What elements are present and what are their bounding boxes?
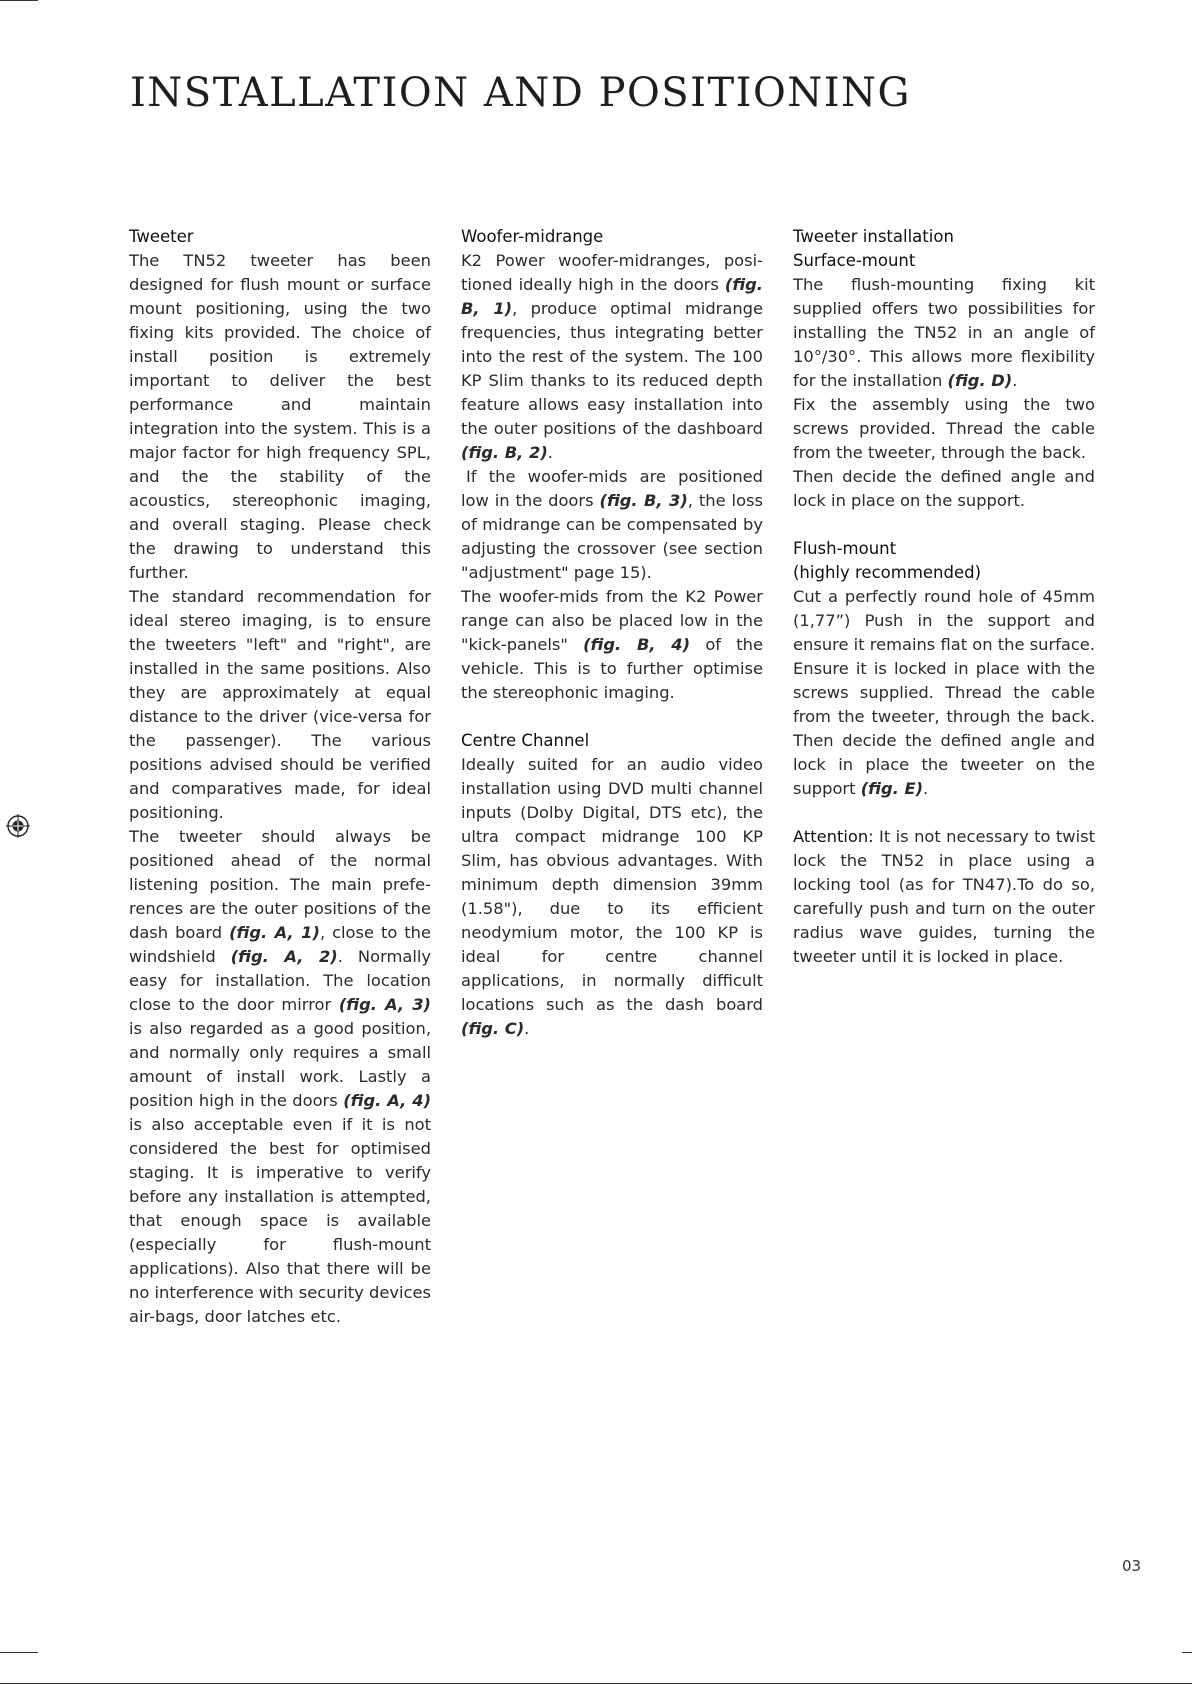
- text-run: K2 Power woofer-midranges, posi-tioned ideally high in the doors: [461, 251, 763, 294]
- text-run: is also acceptable even if it is not considered the best for optimised staging. It is imperative to verify before any installation is attempted, that enough space is available (especially for flush-mount applications). Also that there will be no interference with security devices air-bags, door latches etc.: [129, 1115, 431, 1326]
- text-run: .: [923, 779, 929, 798]
- text-run: If the woofer-mids are positioned low in the doors: [461, 467, 763, 510]
- text-run: .: [1012, 371, 1018, 390]
- surface-mount-paragraph-1: [793, 273, 1095, 393]
- subheading-surface-mount: Surface-mount: [793, 251, 916, 270]
- text-run: , close to the windshield: [129, 923, 432, 966]
- text-run: The tweeter should always be positioned ahead of the normal listening position. The main prefe-rences are the outer positions of the dash board: [129, 827, 431, 942]
- woofer-paragraph-3: [461, 585, 763, 705]
- tweeter-paragraph-2: The standard recommendation for ideal stereo imaging, is to ensure the tweeters "left" and "right", are installed in the same positions. Also they are approximately at equal distance to the driver (vice-versa for the passenger). The various positions advised should be verified and comparatives made, for ideal positioning.: [129, 587, 431, 822]
- figure-reference: (fig. A, 3): [338, 995, 432, 1014]
- crop-mark-bottom-left: [0, 1652, 38, 1653]
- text-run: is also regarded as a good position, and normally only requires a small amount of install work. Lastly a position high in the doors: [129, 1019, 431, 1110]
- text-run: of the vehicle. This is to further optimise the stereophonic imaging.: [461, 635, 764, 702]
- text-run: , the loss of midrange can be compensated by adjusting the crossover (see section "adjustment" page 15).: [461, 491, 763, 582]
- section-heading-tweeter: Tweeter: [129, 227, 194, 246]
- section-heading-tweeter-installation: Tweeter installation: [793, 227, 954, 246]
- surface-mount-paragraph-3: Then decide the defined angle and lock in place on the support.: [793, 467, 1095, 510]
- page-bottom-rule: [0, 1683, 1192, 1684]
- text-run: Cut a perfectly round hole of 45mm (1,77”) Push in the support and ensure it remains flat on the surface. Ensure it is locked in place with the screws supplied. Thread the cable from the tweeter, through the back. Then decide the defined angle and lock in place the tweeter on the support: [793, 587, 1095, 798]
- page-title: INSTALLATION AND POSITIONING: [130, 70, 912, 116]
- page-number: 03: [1122, 1557, 1142, 1575]
- tweeter-paragraph-3: [129, 825, 431, 1329]
- woofer-paragraph-1: [461, 249, 763, 465]
- registration-mark-icon: [6, 814, 30, 838]
- text-run: Ideally suited for an audio video installation using DVD multi channel inputs (Dolby Digital, DTS etc), the ultra compact midrange 100 KP Slim, has obvious advantages. With minimum depth dimension 39mm (1.58"), due to its efficient neodymium motor, the 100 KP is ideal for centre channel applications, in normally difficult locations such as the dash board: [461, 755, 763, 1014]
- figure-reference: (fig. A, 1): [229, 923, 320, 942]
- text-run: .: [547, 443, 553, 462]
- subheading-highly-recommended: (highly recommended): [793, 563, 982, 582]
- woofer-paragraph-2: [461, 465, 763, 585]
- text-run: The flush-mounting fixing kit supplied offers two possibilities for installing the TN52 in an angle of 10°/30°. This allows more flexibility for the installation: [793, 275, 1095, 390]
- figure-reference: (fig. A, 4): [343, 1091, 432, 1110]
- crop-mark-bottom-right: [1182, 1652, 1192, 1653]
- surface-mount-paragraph-2: Fix the assembly using the two screws provided. Thread the cable from the tweeter, through the back.: [793, 395, 1095, 462]
- figure-reference: (fig. C): [461, 1019, 525, 1038]
- section-heading-centre-channel: Centre Channel: [461, 731, 590, 750]
- figure-reference: (fig. E): [860, 779, 924, 798]
- figure-reference: (fig. B, 2): [461, 443, 548, 462]
- section-heading-woofer-midrange: Woofer-midrange: [461, 227, 604, 246]
- column-woofer: [461, 225, 763, 1041]
- column-tweeter-installation: [793, 225, 1095, 969]
- section-heading-flush-mount: Flush-mount: [793, 539, 897, 558]
- crop-mark-top-left: [0, 0, 38, 1]
- flush-mount-paragraph-1: [793, 585, 1095, 801]
- text-run: , produce optimal midrange frequencies, thus integrating better into the rest of the system. The 100 KP Slim thanks to its reduced depth feature allows easy installation into the outer positions of the dashboard: [461, 299, 763, 438]
- text-run: It is not necessary to twist lock the TN52 in place using a locking tool (as for TN47).To do so, carefully push and turn on the outer radius wave guides, turning the tweeter until it is locked in place.: [793, 827, 1095, 966]
- figure-reference: (fig. A, 2): [230, 947, 338, 966]
- attention-label: Attention:: [793, 827, 874, 846]
- column-tweeter: [129, 225, 431, 1329]
- tweeter-paragraph-1: The TN52 tweeter has been designed for flush mount or surface mount positioning, using the two fixing kits provided. The choice of install position is extremely important to deliver the best performance and maintain integration into the system. This is a major factor for high frequency SPL, and the the stability of the acoustics, stereophonic imaging, and overall staging. Please check the drawing to understand this further.: [129, 251, 431, 582]
- text-run: The woofer-mids from the K2 Power range can also be placed low in the "kick-panels": [461, 587, 763, 654]
- centre-paragraph-1: [461, 753, 763, 1041]
- attention-note: [793, 825, 1095, 969]
- figure-reference: (fig. D): [947, 371, 1013, 390]
- figure-reference: (fig. B, 4): [583, 635, 691, 654]
- figure-reference: (fig. B, 1): [461, 275, 763, 318]
- figure-reference: (fig. B, 3): [599, 491, 688, 510]
- text-run: . Normally easy for installation. The location close to the door mirror: [129, 947, 432, 1014]
- text-run: .: [524, 1019, 530, 1038]
